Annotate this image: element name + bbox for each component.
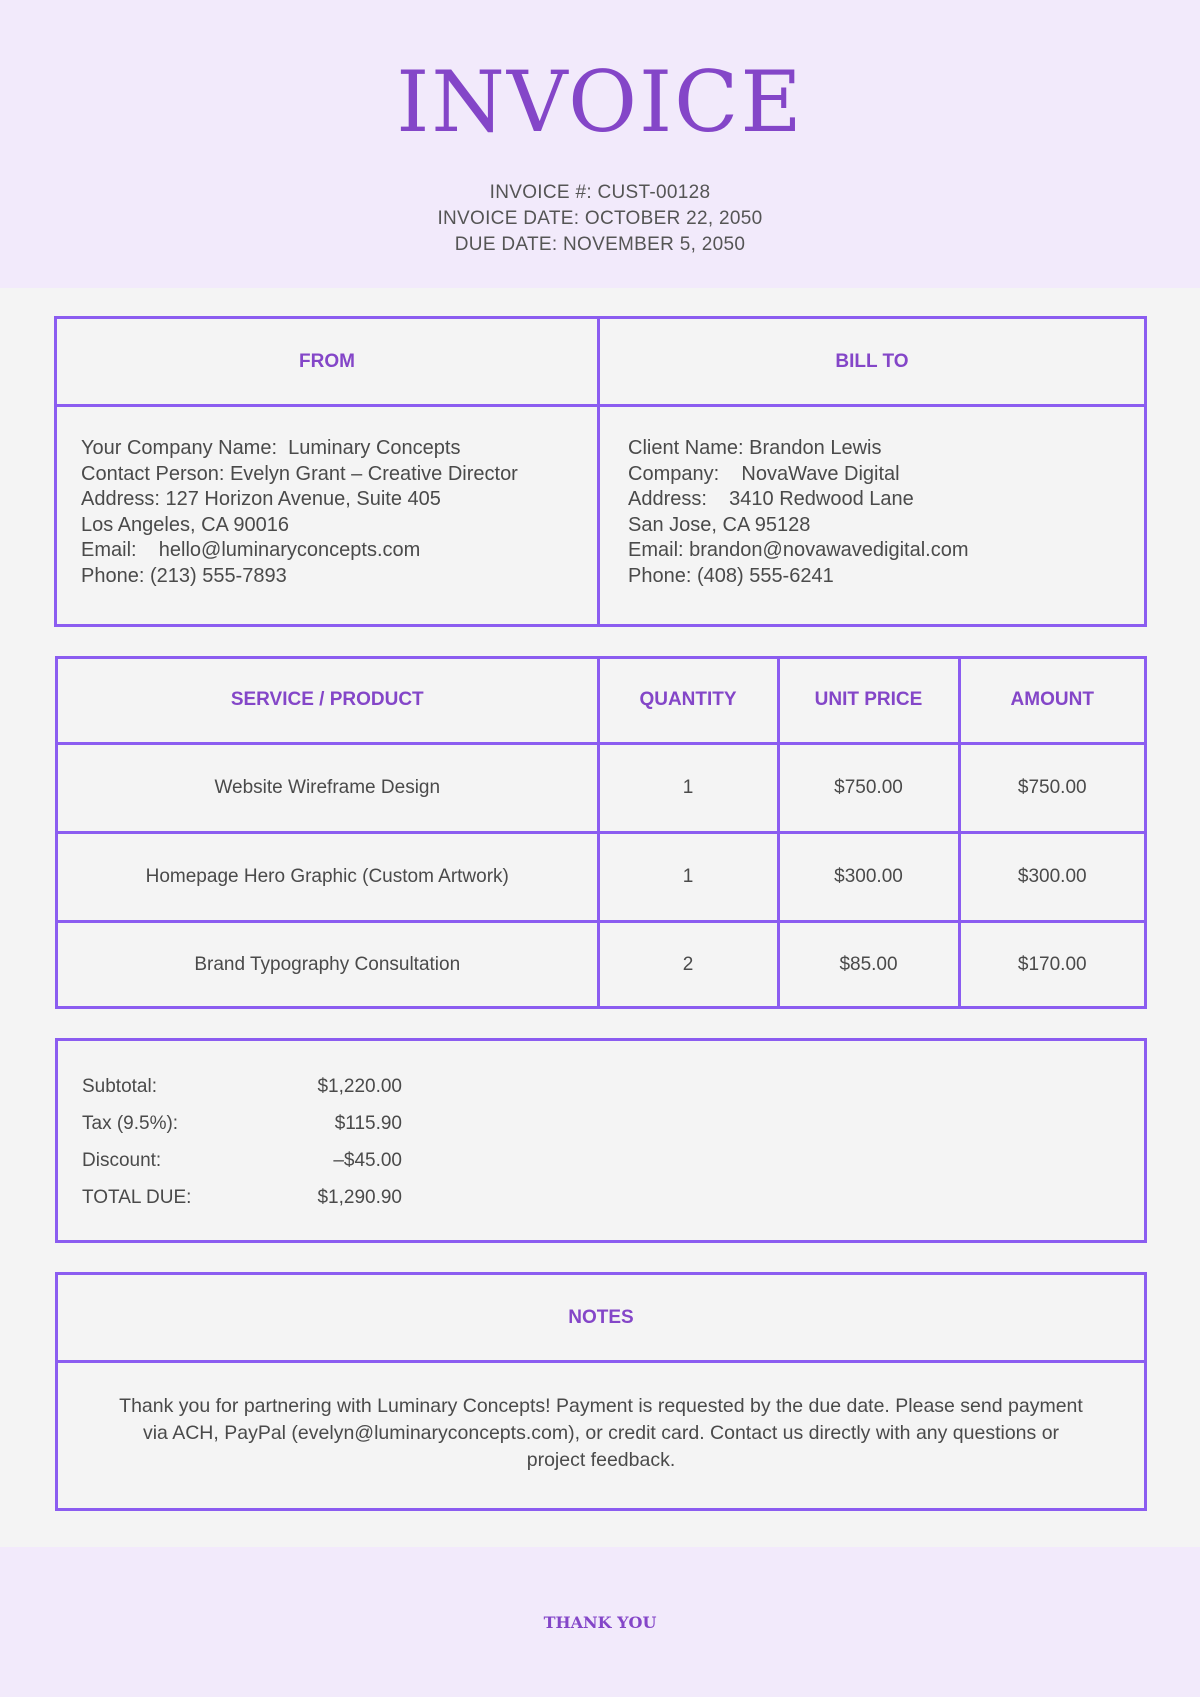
invoice-number: INVOICE #: CUST-00128 bbox=[489, 182, 711, 203]
client-email: Email: brandon@novawavedigital.com bbox=[628, 539, 969, 561]
from-contact-person: Contact Person: Evelyn Grant – Creative Director bbox=[81, 462, 518, 485]
client-name: Client Name: Brandon Lewis bbox=[628, 437, 882, 459]
invoice-meta bbox=[0, 180, 1200, 258]
item-amount: $750.00 bbox=[959, 743, 1144, 832]
item-service: Homepage Hero Graphic (Custom Artwork) bbox=[58, 832, 598, 921]
table-row bbox=[58, 743, 1144, 832]
client-company: Company: NovaWave Digital bbox=[628, 462, 900, 485]
column-header-service: SERVICE / PRODUCT bbox=[58, 659, 598, 743]
thank-you-text: THANK YOU bbox=[543, 1613, 657, 1632]
client-address: Address: 3410 Redwood Lane bbox=[628, 488, 914, 510]
due-date: DUE DATE: NOVEMBER 5, 2050 bbox=[454, 234, 746, 255]
item-unit-price: $85.00 bbox=[778, 922, 959, 1006]
tax-value: $115.90 bbox=[334, 1113, 402, 1134]
item-service: Brand Typography Consultation bbox=[58, 922, 598, 1006]
item-amount: $300.00 bbox=[959, 832, 1144, 921]
from-details bbox=[81, 436, 518, 589]
from-heading: FROM bbox=[299, 351, 355, 372]
item-unit-price: $300.00 bbox=[778, 832, 959, 921]
discount-value: –$45.00 bbox=[333, 1150, 402, 1171]
notes-divider bbox=[58, 1360, 1144, 1363]
items-table bbox=[55, 656, 1147, 1009]
from-email: Email: hello@luminaryconcepts.com bbox=[81, 539, 421, 561]
from-company-name: Your Company Name: Luminary Concepts bbox=[81, 437, 461, 459]
invoice-date: INVOICE DATE: OCTOBER 22, 2050 bbox=[437, 208, 763, 229]
client-phone: Phone: (408) 555-6241 bbox=[628, 564, 834, 587]
from-city: Los Angeles, CA 90016 bbox=[81, 513, 289, 536]
item-quantity: 1 bbox=[598, 743, 778, 832]
discount-label: Discount: bbox=[82, 1150, 162, 1171]
notes-section bbox=[55, 1272, 1147, 1511]
column-header-unit-price: UNIT PRICE bbox=[778, 659, 959, 743]
item-quantity: 2 bbox=[598, 922, 778, 1006]
table-row bbox=[58, 832, 1144, 921]
item-service: Website Wireframe Design bbox=[58, 743, 598, 832]
item-quantity: 1 bbox=[598, 832, 778, 921]
column-header-amount: AMOUNT bbox=[959, 659, 1144, 743]
parties-section bbox=[54, 316, 1147, 627]
totals-section bbox=[55, 1038, 1147, 1243]
subtotal-value: $1,220.00 bbox=[317, 1076, 402, 1097]
subtotal-label: Subtotal: bbox=[82, 1076, 157, 1097]
notes-text: Thank you for partnering with Luminary Concepts! Payment is requested by the due date. Please send payment via ACH, PayPal (evelyn@luminaryconcepts.com), or credit card. Contact us directly with any questions or project feedback. bbox=[119, 1395, 1083, 1471]
tax-label: Tax (9.5%): bbox=[82, 1113, 179, 1134]
bill-to-heading: BILL TO bbox=[835, 351, 909, 372]
total-due-label: TOTAL DUE: bbox=[82, 1187, 192, 1208]
client-city: San Jose, CA 95128 bbox=[628, 513, 811, 536]
invoice-header bbox=[0, 0, 1200, 288]
invoice-title: INVOICE bbox=[396, 53, 804, 151]
from-phone: Phone: (213) 555-7893 bbox=[81, 564, 287, 587]
parties-header-divider bbox=[57, 404, 1144, 407]
from-address: Address: 127 Horizon Avenue, Suite 405 bbox=[81, 488, 441, 510]
column-header-quantity: QUANTITY bbox=[598, 659, 778, 743]
notes-heading: NOTES bbox=[568, 1307, 634, 1328]
table-row bbox=[58, 922, 1144, 1006]
item-unit-price: $750.00 bbox=[778, 743, 959, 832]
item-amount: $170.00 bbox=[959, 922, 1144, 1006]
total-due-value: $1,290.90 bbox=[317, 1187, 402, 1208]
bill-to-details bbox=[628, 436, 968, 589]
items-header-row bbox=[58, 659, 1144, 743]
